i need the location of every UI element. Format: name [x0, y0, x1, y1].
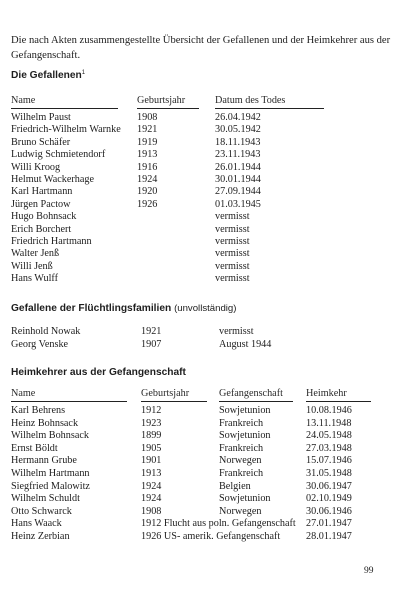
- returnee-name: Otto Schwarck: [11, 505, 72, 517]
- fallen-death-date: 30.05.1942: [215, 124, 261, 136]
- fallen-rule-name: [11, 108, 118, 109]
- returnee-birthyear: 1905: [141, 442, 162, 454]
- fallen-death-date: vermisst: [215, 223, 250, 235]
- fallen-death-date: vermisst: [215, 248, 250, 260]
- returnee-captivity: Frankreich: [219, 417, 264, 429]
- returnee-birthyear: 1923: [141, 417, 162, 429]
- fallen-death-date: 27.09.1944: [215, 186, 261, 198]
- refugee-fallen-name: Reinhold Nowak: [11, 326, 81, 337]
- refugee-fallen-death-date: vermisst: [219, 326, 254, 337]
- fallen-death-date: vermisst: [215, 236, 250, 247]
- returnee-return-date: 27.01.1947: [306, 518, 352, 530]
- returnees-rule-captivity: [219, 401, 293, 402]
- fallen-birthyear: 1920: [137, 186, 158, 198]
- returnee-birthyear: 1901: [141, 455, 162, 467]
- refugee-fallen-birthyear: 1921: [141, 326, 162, 337]
- fallen-rule-death-date: [215, 108, 324, 109]
- fallen-name: Erich Borchert: [11, 223, 72, 235]
- fallen-death-date: vermisst: [215, 211, 250, 223]
- returnees-col-return: Heimkehr: [306, 388, 347, 399]
- refugee-fallen-heading-text: Gefallene der Flüchtlingsfamilien: [11, 303, 172, 314]
- fallen-death-date: 26.04.1942: [215, 112, 261, 123]
- returnee-birthyear: 1899: [141, 430, 162, 442]
- fallen-death-date: vermisst: [215, 273, 250, 285]
- fallen-heading-text: Die Gefallenen: [11, 70, 82, 81]
- returnee-name: Hermann Grube: [11, 455, 77, 467]
- returnee-return-date: 30.06.1947: [306, 480, 352, 492]
- returnee-name: Heinz Zerbian: [11, 531, 70, 542]
- fallen-name: Friedrich Hartmann: [11, 236, 92, 247]
- fallen-name: Bruno Schäfer: [11, 136, 71, 148]
- returnee-return-date: 27.03.1948: [306, 442, 352, 454]
- fallen-birthyear: 1908: [137, 112, 158, 123]
- returnee-return-date: 02.10.1949: [306, 493, 352, 505]
- returnee-captivity: Frankreich: [219, 442, 264, 454]
- refugee-fallen-death-date: August 1944: [219, 339, 272, 350]
- footnote-mark: 1: [81, 70, 86, 76]
- returnees-col-birthyear: Geburtsjahr: [141, 388, 190, 399]
- page-number: 99: [364, 566, 374, 576]
- fallen-col-death-date: Datum des Todes: [215, 95, 286, 106]
- returnee-captivity: Norwegen: [219, 455, 262, 467]
- fallen-birthyear: 1916: [137, 161, 158, 173]
- returnee-birthyear: 1908: [141, 505, 162, 517]
- fallen-birthyear: 1921: [137, 124, 158, 136]
- returnee-captivity: Norwegen: [219, 505, 262, 517]
- fallen-name: Willi Kroog: [11, 161, 61, 173]
- refugee-fallen-heading-note: (unvollständig): [174, 303, 237, 314]
- fallen-col-birthyear: Geburtsjahr: [137, 95, 186, 106]
- returnees-heading: Heimkehrer aus der Gefangenschaft: [11, 367, 186, 378]
- returnee-return-date: 24.05.1948: [306, 430, 352, 442]
- returnee-captivity: Sowjetunion: [219, 405, 271, 416]
- refugee-fallen-birthyear: 1907: [141, 339, 162, 350]
- fallen-name: Jürgen Pactow: [11, 198, 71, 210]
- fallen-death-date: 23.11.1943: [215, 149, 261, 161]
- returnee-return-date: 15.07.1946: [306, 455, 352, 467]
- intro-paragraph: Die nach Akten zusammengestellte Übersicht der Gefallenen und der Heimkehrer aus der Gefangenschaft.: [11, 35, 391, 61]
- refugee-fallen-name: Georg Venske: [11, 339, 69, 350]
- fallen-name: Friedrich-Wilhelm Warnke: [11, 124, 121, 136]
- returnees-rule-return: [306, 401, 371, 402]
- fallen-name: Karl Hartmann: [11, 186, 73, 198]
- fallen-death-date: vermisst: [215, 260, 250, 272]
- returnees-col-captivity: Gefangenschaft: [219, 388, 283, 399]
- returnee-captivity: Sowjetunion: [219, 430, 271, 442]
- returnee-name: Wilhelm Hartmann: [11, 468, 90, 479]
- returnee-return-date: 28.01.1947: [306, 531, 352, 542]
- returnee-birthyear-captivity-note: 1912 Flucht aus poln. Gefangenschaft: [141, 518, 296, 530]
- returnee-return-date: 13.11.1948: [306, 417, 352, 429]
- fallen-name: Walter Jenß: [11, 248, 60, 260]
- returnee-return-date: 10.08.1946: [306, 405, 352, 416]
- fallen-birthyear: 1919: [137, 136, 158, 148]
- fallen-name: Hugo Bohnsack: [11, 211, 77, 223]
- returnee-name: Siegfried Malowitz: [11, 480, 90, 492]
- returnee-name: Heinz Bohnsack: [11, 417, 79, 429]
- fallen-rule-birthyear: [137, 108, 199, 109]
- returnee-birthyear: 1913: [141, 468, 162, 479]
- returnee-birthyear: 1924: [141, 480, 162, 492]
- fallen-death-date: 30.01.1944: [215, 174, 261, 185]
- fallen-heading: [11, 70, 85, 81]
- fallen-death-date: 26.01.1944: [215, 161, 261, 173]
- fallen-name: Willi Jenß: [11, 260, 53, 272]
- fallen-name: Ludwig Schmietendorf: [11, 149, 106, 161]
- returnee-birthyear: 1924: [141, 493, 162, 505]
- fallen-birthyear: 1926: [137, 198, 158, 210]
- returnee-name: Wilhelm Bohnsack: [11, 430, 89, 442]
- returnees-rule-birthyear: [141, 401, 207, 402]
- returnee-birthyear-captivity-note: 1926 US- amerik. Gefangenschaft: [141, 531, 281, 542]
- returnee-name: Karl Behrens: [11, 405, 66, 416]
- returnee-return-date: 30.06.1946: [306, 505, 352, 517]
- returnee-name: Ernst Böldt: [11, 442, 58, 454]
- returnee-captivity: Frankreich: [219, 468, 264, 479]
- fallen-name: Helmut Wackerhage: [11, 174, 95, 185]
- returnee-captivity: Belgien: [219, 480, 251, 492]
- fallen-name: Wilhelm Paust: [11, 112, 71, 123]
- returnee-return-date: 31.05.1948: [306, 468, 352, 479]
- returnee-name: Wilhelm Schuldt: [11, 493, 80, 505]
- refugee-fallen-heading: [11, 303, 236, 314]
- returnee-captivity: Sowjetunion: [219, 493, 271, 505]
- fallen-birthyear: 1924: [137, 174, 158, 185]
- fallen-death-date: 18.11.1943: [215, 136, 261, 148]
- returnees-rule-name: [11, 401, 127, 402]
- fallen-name: Hans Wulff: [11, 273, 59, 285]
- fallen-col-name: Name: [11, 95, 36, 106]
- fallen-birthyear: 1913: [137, 149, 158, 161]
- returnees-col-name: Name: [11, 388, 36, 399]
- returnee-birthyear: 1912: [141, 405, 162, 416]
- fallen-death-date: 01.03.1945: [215, 198, 261, 210]
- returnee-name: Hans Waack: [11, 518, 62, 530]
